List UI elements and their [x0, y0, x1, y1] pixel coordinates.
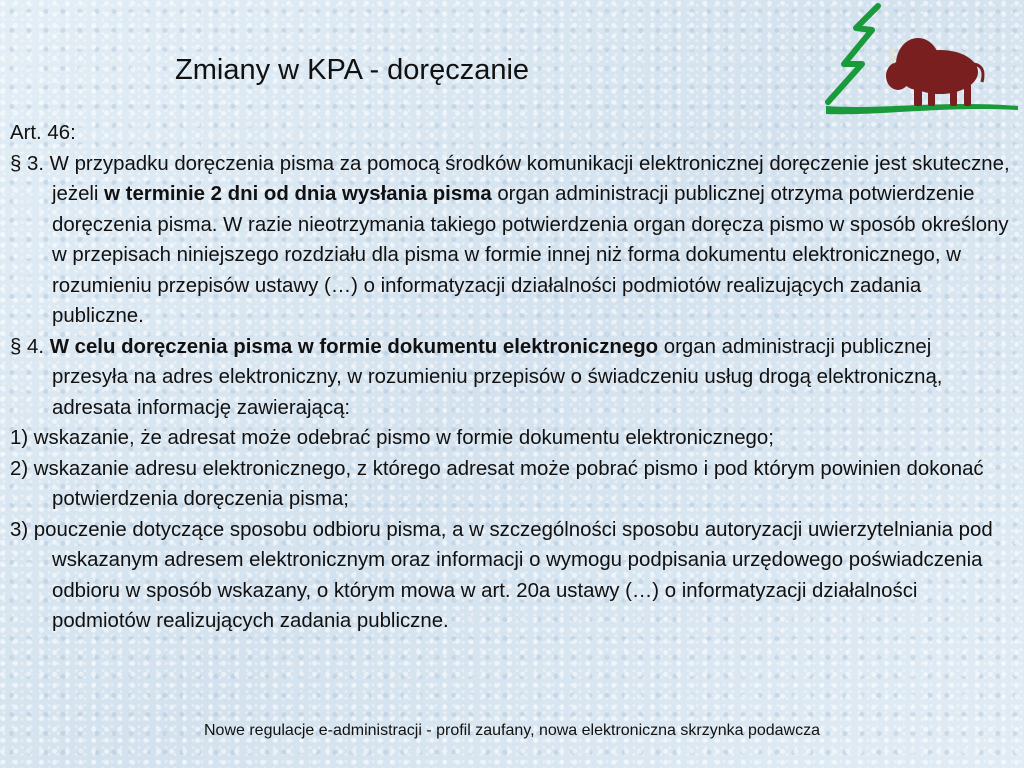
bison-logo-icon — [822, 2, 1020, 122]
paragraph-4-text-end: organ administracji publicznej przesyła na adres elektroniczny, w rozumieniu przepisów o świadczeniu usług drogą elektroniczną, adresata informację zawierającą: — [52, 335, 943, 419]
list-item: 1) wskazanie, że adresat może odebrać pismo w formie dokumentu elektronicznego; — [10, 427, 774, 449]
article-heading: Art. 46: — [10, 122, 76, 144]
article-body — [10, 118, 1010, 637]
list-item: 2) wskazanie adresu elektronicznego, z którego adresat może pobrać pismo i pod którym powinien dokonać potwierdzenia doręczenia pisma; — [10, 457, 984, 510]
paragraph-4-emphasis: W celu doręczenia pisma w formie dokumentu elektronicznego — [49, 335, 659, 358]
slide-footer: Nowe regulacje e-administracji - profil zaufany, nowa elektroniczna skrzynka podawcza — [204, 722, 820, 739]
paragraph-3 — [10, 149, 1010, 332]
paragraph-4 — [10, 332, 1010, 424]
slide-title: Zmiany w KPA - doręczanie — [175, 54, 530, 86]
paragraph-4-text: § 4. — [10, 335, 50, 358]
paragraph-3-emphasis: w terminie 2 dni od dnia wysłania pisma — [104, 183, 492, 205]
paragraph-3-text-end: organ administracji publicznej otrzyma potwierdzenie doręczenia pisma. W razie nieotrzymania takiego potwierdzenia organ doręcza pismo w sposób określony w przepisach niniejszego rozdziału dla pisma w formie innej niż forma dokumentu elektronicznego, w rozumieniu przepisów ustawy (…) o informatyzacji działalności podmiotów realizujących zadania publiczne. — [52, 183, 1009, 327]
paragraph-3-text: § 3. W przypadku doręczenia pisma za pomocą środków komunikacji elektronicznej doręczenie jest skuteczne, jeżeli — [10, 152, 1010, 205]
list-item: 3) pouczenie dotyczące sposobu odbioru pisma, a w szczególności sposobu autoryzacji uwierzytelniania pod wskazanym adresem elektronicznym oraz informacji o wymogu podpisania urzędowego poświadczenia odbioru w sposób wskazany, o którym mowa w art. 20a ustawy (…) o informatyzacji działalności podmiotów realizujących zadania publiczne. — [10, 518, 993, 632]
